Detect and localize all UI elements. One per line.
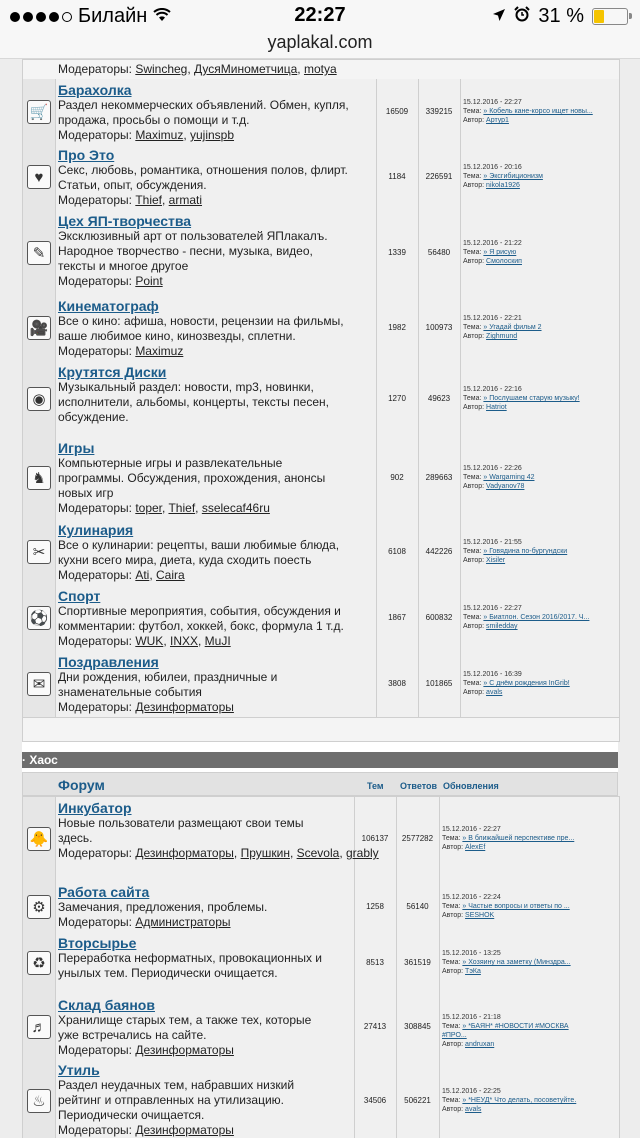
last-update xyxy=(463,239,613,266)
update-date: 15.12.2016 - 22:21 xyxy=(463,315,522,322)
forum-section-1 xyxy=(22,59,620,742)
forum-description: Раздел некоммерческих объявлений. Обмен, купля, xyxy=(58,98,349,112)
topic-link[interactable]: » Послушаем старую музыку! xyxy=(483,395,580,402)
update-topic: Тема: » В ближайшей перспективе пре... xyxy=(442,835,575,842)
forum-moderators: Модераторы: Point xyxy=(58,274,163,288)
last-update xyxy=(463,604,613,631)
last-update xyxy=(463,464,613,491)
forum-description: Музыкальный раздел: новости, mp3, новинки, xyxy=(58,380,314,394)
update-date: 15.12.2016 - 13:25 xyxy=(442,950,501,957)
love-icon: ♥ xyxy=(27,165,51,189)
posts-count: 226591 xyxy=(425,172,453,181)
forum-description: обсуждение. xyxy=(58,410,129,424)
update-author: Автор: Смолоскип xyxy=(463,258,522,265)
update-topic: Тема: » Кобель кане-корсо ищет новы... xyxy=(463,108,593,115)
moderator-link[interactable]: Swincheg xyxy=(135,62,188,76)
forum-description: Замечания, предложения, проблемы. xyxy=(58,900,268,914)
posts-count: 56140 xyxy=(406,902,429,911)
topics-count: 8513 xyxy=(366,958,384,967)
posts-count: 49623 xyxy=(427,394,451,403)
sport-icon: ⚽ xyxy=(27,606,51,630)
author-link[interactable]: smiledday xyxy=(486,623,518,630)
alarm-icon xyxy=(514,5,530,28)
forum-section-2 xyxy=(22,796,620,1138)
topics-count: 902 xyxy=(390,473,404,482)
update-author: Автор: SESHOK xyxy=(442,912,495,919)
forum-main xyxy=(56,361,329,425)
accordion-icon: ♬ xyxy=(27,1015,51,1039)
update-date: 15.12.2016 - 22:27 xyxy=(442,826,501,833)
update-topic: Тема: » *БАЯН* #НОВОСТИ #МОСКВА #ПРО... xyxy=(442,1023,569,1039)
last-update xyxy=(442,949,592,976)
forum-description: Секс, любовь, романтика, отношения полов, флирт. xyxy=(58,163,348,177)
posts-count: 442226 xyxy=(425,547,453,556)
update-date: 15.12.2016 - 21:22 xyxy=(463,240,522,247)
moderator-link[interactable]: Дезинформаторы xyxy=(135,1043,234,1057)
moderator-link[interactable]: Дезинформаторы xyxy=(135,1123,234,1137)
moderator-link[interactable]: Point xyxy=(135,274,163,288)
topic-link[interactable]: » Wargaming 42 xyxy=(483,474,535,481)
forum-row xyxy=(23,79,619,145)
update-topic: Тема: » Частые вопросы и ответы по ... xyxy=(442,903,570,910)
moderator-link[interactable]: Scevola xyxy=(296,846,340,860)
author-link[interactable]: Zighmund xyxy=(486,333,518,340)
topic-link[interactable]: » *БАЯН* #НОВОСТИ #МОСКВА #ПРО... xyxy=(442,1023,569,1039)
battery-icon xyxy=(592,8,628,25)
forum-title-link[interactable]: Цех ЯП-творчества xyxy=(58,213,192,229)
forum-row xyxy=(23,437,619,520)
update-author: Автор: avals xyxy=(463,689,503,696)
top-moderators: Модераторы: Swincheg, ДусяМинометчица, motya xyxy=(58,62,337,76)
author-link[interactable]: avals xyxy=(486,689,503,696)
posts-count: 101865 xyxy=(425,679,453,688)
posts-count: 308845 xyxy=(404,1022,431,1031)
forum-moderators: Модераторы: Администраторы xyxy=(58,915,231,929)
forum-row xyxy=(23,1059,619,1138)
col-topics: Тем xyxy=(367,781,384,791)
topic-link[interactable]: » Я рисую xyxy=(483,249,517,256)
update-author: Автор: Vadyanov78 xyxy=(463,483,525,490)
forum-description: Компьютерные игры и развлекательные xyxy=(58,456,283,470)
author-link[interactable]: Артур1 xyxy=(486,117,509,124)
col-updates: Обновления xyxy=(443,781,499,791)
forum-row xyxy=(23,519,619,586)
forum-title-link[interactable]: Поздравления xyxy=(58,654,159,670)
update-author: Автор: Hatriot xyxy=(463,404,507,411)
topics-count: 3808 xyxy=(388,679,406,688)
author-link[interactable]: andruxan xyxy=(465,1041,495,1048)
topics-count: 1982 xyxy=(388,323,406,332)
moderator-link[interactable]: grably xyxy=(346,846,379,860)
moderator-link[interactable]: ДусяМинометчица xyxy=(194,62,298,76)
last-update xyxy=(463,670,613,697)
forum-main xyxy=(56,295,344,359)
status-right xyxy=(492,5,628,28)
clock: 22:27 xyxy=(294,4,346,26)
moderator-link[interactable]: armati xyxy=(168,193,203,207)
forum-description: новых игр xyxy=(58,486,114,500)
topics-count: 1270 xyxy=(388,394,406,403)
update-date: 15.12.2016 - 22:24 xyxy=(442,894,501,901)
forum-main xyxy=(56,1059,294,1138)
location-icon xyxy=(492,5,506,28)
forum-description: знаменательные события xyxy=(58,685,202,699)
forum-main xyxy=(56,881,267,930)
forum-title-link[interactable]: Вторсырье xyxy=(58,935,137,951)
moderator-link[interactable]: Maximuz xyxy=(135,344,184,358)
update-date: 15.12.2016 - 22:25 xyxy=(442,1088,501,1095)
gift-icon: ✉ xyxy=(27,672,51,696)
forum-row xyxy=(23,361,619,438)
topic-link[interactable]: » Угадай фильм 2 xyxy=(483,324,542,331)
forum-description: продажа, просьбы о помощи и т.д. xyxy=(58,113,250,127)
author-link[interactable]: ТэКа xyxy=(465,968,481,975)
author-link[interactable]: SESHOK xyxy=(465,912,495,919)
author-link[interactable]: Hatriot xyxy=(486,404,507,411)
update-date: 15.12.2016 - 20:16 xyxy=(463,164,522,171)
cooking-icon: ✂ xyxy=(27,540,51,564)
forum-title-link[interactable]: Утиль xyxy=(58,1062,100,1078)
update-date: 15.12.2016 - 22:26 xyxy=(463,465,522,472)
author-link[interactable]: Смолоскип xyxy=(486,258,522,265)
update-author: Автор: andruxan xyxy=(442,1041,495,1048)
last-update xyxy=(442,825,592,852)
topic-link[interactable]: » Эксгибиционизм xyxy=(483,173,543,180)
forum-title-link[interactable]: Кинематограф xyxy=(58,298,159,314)
topics-count: 27413 xyxy=(363,1022,387,1031)
film-icon: 🎥 xyxy=(27,316,51,340)
topic-link[interactable]: » Кобель кане-корсо ищет новы... xyxy=(483,108,593,115)
last-update xyxy=(463,385,613,412)
posts-count: 56480 xyxy=(427,248,451,257)
forum-title-link[interactable]: Спорт xyxy=(58,588,101,604)
moderator-link[interactable]: Прушкин xyxy=(240,846,290,860)
topics-count: 6108 xyxy=(388,547,406,556)
forum-main xyxy=(56,797,379,861)
update-topic: Тема: » *НЕУД* Что делать, посоветуйте. xyxy=(442,1097,577,1104)
topics-count: 34506 xyxy=(363,1096,387,1105)
update-date: 15.12.2016 - 21:18 xyxy=(442,1014,501,1021)
posts-count: 289663 xyxy=(425,473,453,482)
update-author: Автор: Zighmund xyxy=(463,333,518,340)
posts-count: 506221 xyxy=(404,1096,431,1105)
moderator-link[interactable]: Дезинформаторы xyxy=(135,700,234,714)
forum-page xyxy=(0,59,640,1138)
update-topic: Тема: » Послушаем старую музыку! xyxy=(463,395,580,402)
games-icon: ♞ xyxy=(27,466,51,490)
update-author: Автор: AlexEf xyxy=(442,844,486,851)
forum-moderators: Модераторы: Ati, Caira xyxy=(58,568,185,582)
update-topic: Тема: » Хозяину на заметку (Минздра... xyxy=(442,959,571,966)
topics-count: 1867 xyxy=(388,613,406,622)
topics-count: 16509 xyxy=(385,107,409,116)
forum-main xyxy=(56,144,348,208)
forum-description: Периодически очищается. xyxy=(58,1108,205,1122)
topic-link[interactable]: » Говядина по-бургундски xyxy=(483,548,568,555)
author-link[interactable]: Xisiler xyxy=(486,557,506,564)
forum-row xyxy=(23,932,619,995)
last-update xyxy=(442,893,592,920)
posts-count: 339215 xyxy=(425,107,453,116)
topics-count: 106137 xyxy=(361,834,389,843)
topic-link[interactable]: » С днём рождения InGrib! xyxy=(483,680,570,687)
update-date: 15.12.2016 - 22:16 xyxy=(463,386,522,393)
right-margin xyxy=(618,59,640,1138)
topic-link[interactable]: » *НЕУД* Что делать, посоветуйте. xyxy=(462,1097,577,1104)
forum-description: Все о кулинарии: рецепты, ваши любимые блюда, xyxy=(58,538,340,552)
moderator-link[interactable]: Maximuz xyxy=(135,128,184,142)
forum-description: Статьи, опыт, обсуждения. xyxy=(58,178,207,192)
forum-description: тексты и многое другое xyxy=(58,259,189,273)
forum-moderators: Модераторы: Дезинформаторы xyxy=(58,1123,234,1137)
forum-moderators: Модераторы: Дезинформаторы xyxy=(58,1043,234,1057)
topic-link[interactable]: » Хозяину на заметку (Минздра... xyxy=(462,959,571,966)
author-link[interactable]: avals xyxy=(465,1106,482,1113)
topics-count: 1184 xyxy=(388,172,406,181)
col-posts: Ответов xyxy=(400,781,438,791)
update-date: 15.12.2016 - 22:27 xyxy=(463,99,522,106)
forum-description: программы. Обсуждения, прохождения, анонсы xyxy=(58,471,326,485)
forum-description: ваше любимое кино, кинозвезды, сплетни. xyxy=(58,329,296,343)
forum-row xyxy=(23,881,619,933)
moderator-link[interactable]: INXX xyxy=(169,634,198,648)
update-date: 15.12.2016 - 16:39 xyxy=(463,671,522,678)
moderator-link[interactable]: sselecaf46ru xyxy=(201,501,270,515)
update-topic: Тема: » Wargaming 42 xyxy=(463,474,535,481)
recycle-icon: ♻ xyxy=(27,951,51,975)
update-topic: Тема: » Говядина по-бургундски xyxy=(463,548,568,555)
moderator-link[interactable]: Thief xyxy=(135,193,162,207)
col-forum: Форум xyxy=(58,777,105,793)
chick-icon: 🐥 xyxy=(27,827,51,851)
author-link[interactable]: nikola1926 xyxy=(486,182,520,189)
update-topic: Тема: » С днём рождения InGrib! xyxy=(463,680,570,687)
trash-icon: ♨ xyxy=(27,1089,51,1113)
disc-icon: ◉ xyxy=(27,387,51,411)
forum-description: Раздел неудачных тем, набравших низкий xyxy=(58,1078,295,1092)
update-date: 15.12.2016 - 22:27 xyxy=(463,605,522,612)
last-update xyxy=(463,163,613,190)
moderator-link[interactable]: Ati xyxy=(135,568,150,582)
forum-main xyxy=(56,585,344,649)
forum-description: Дни рождения, юбилеи, праздничные и xyxy=(58,670,278,684)
battery-percent: 31 % xyxy=(538,5,584,27)
last-update xyxy=(463,314,613,341)
moderator-link[interactable]: MuJI xyxy=(204,634,231,648)
moderator-link[interactable]: Thief xyxy=(168,501,196,515)
topic-link[interactable]: » Биатлон. Сезон 2016/2017. Ч... xyxy=(483,614,590,621)
moderator-link[interactable]: toper xyxy=(135,501,163,515)
moderator-link[interactable]: motya xyxy=(303,62,337,76)
update-topic: Тема: » Эксгибиционизм xyxy=(463,173,543,180)
update-author: Автор: nikola1926 xyxy=(463,182,520,189)
moderator-link[interactable]: Caira xyxy=(156,568,185,582)
update-author: Автор: Артур1 xyxy=(463,117,509,124)
topic-link[interactable]: » В ближайшей перспективе пре... xyxy=(462,835,575,842)
topics-count: 1258 xyxy=(366,902,384,911)
last-update xyxy=(442,1013,592,1049)
moderator-link[interactable]: Дезинформаторы xyxy=(135,846,234,860)
forum-description: Спортивные мероприятия, события, обсуждения и xyxy=(58,604,341,618)
forum-description: Все о кино: афиша, новости, рецензии на фильмы, xyxy=(58,314,344,328)
forum-main xyxy=(56,210,328,289)
forum-description: кухни всего мира, диета, куда сходить поесть xyxy=(58,553,312,567)
forum-description: здесь. xyxy=(58,831,93,845)
forum-main xyxy=(56,932,322,981)
posts-count: 361519 xyxy=(404,958,431,967)
forum-main xyxy=(56,79,349,143)
forum-description: Эксклюзивный арт от пользователей ЯПлакалъ. xyxy=(58,229,328,243)
forum-moderators: Модераторы: Дезинформаторы, Прушкин, Scevola, grably xyxy=(58,846,379,860)
update-author: Автор: ТэКа xyxy=(442,968,481,975)
forum-row xyxy=(23,994,619,1060)
forum-title-link[interactable]: Барахолка xyxy=(58,82,132,98)
forum-main xyxy=(56,651,277,715)
forum-description: уже встречались на сайте. xyxy=(58,1028,207,1042)
robot-icon: ⚙ xyxy=(27,895,51,919)
moderator-link[interactable]: yujinspb xyxy=(190,128,235,142)
author-link[interactable]: AlexEf xyxy=(465,844,486,851)
posts-count: 600832 xyxy=(425,613,453,622)
posts-count: 100973 xyxy=(425,323,453,332)
update-date: 15.12.2016 - 21:55 xyxy=(463,539,522,546)
forum-title-link[interactable]: Игры xyxy=(58,440,95,456)
table-header xyxy=(22,772,618,796)
forum-title-link[interactable]: Про Это xyxy=(58,147,115,163)
forum-title-link[interactable]: Работа сайта xyxy=(58,884,150,900)
forum-description: унылых тем. Периодически очищается. xyxy=(58,966,278,980)
status-bar xyxy=(0,0,640,32)
forum-description: Новые пользователи размещают свои темы xyxy=(58,816,304,830)
forum-title-link[interactable]: Кулинария xyxy=(58,522,134,538)
topics-count: 1339 xyxy=(388,248,406,257)
forum-description: комментарии: футбол, хоккей, бокс, формула 1 т.д. xyxy=(58,619,344,633)
forum-row xyxy=(23,651,619,718)
art-icon: ✎ xyxy=(27,241,51,265)
forum-moderators: Модераторы: Maximuz xyxy=(58,344,184,358)
forum-moderators: Модераторы: Thief, armati xyxy=(58,193,203,207)
carrier-name: Билайн xyxy=(78,5,148,27)
forum-moderators: Модераторы: toper, Thief, sselecaf46ru xyxy=(58,501,270,515)
forum-row xyxy=(23,144,619,211)
cart-icon: 🛒 xyxy=(27,100,51,124)
forum-row xyxy=(23,210,619,296)
forum-title-link[interactable]: Инкубатор xyxy=(58,800,132,816)
forum-moderators: Модераторы: WUK, INXX, MuJI xyxy=(58,634,231,648)
posts-count: 2577282 xyxy=(401,834,434,843)
forum-main xyxy=(56,519,339,583)
forum-description: рейтинг и отправленных на утилизацию. xyxy=(58,1093,284,1107)
topic-link[interactable]: » Частые вопросы и ответы по ... xyxy=(462,903,570,910)
forum-row xyxy=(23,585,619,652)
section-header-haos: · Хаос xyxy=(22,752,618,768)
forum-moderators: Модераторы: Дезинформаторы xyxy=(58,700,234,714)
forum-main xyxy=(56,994,311,1058)
forum-title-link[interactable]: Крутятся Диски xyxy=(58,364,167,380)
moderator-link[interactable]: Администраторы xyxy=(135,915,231,929)
left-margin xyxy=(0,59,22,1138)
moderator-link[interactable]: WUK xyxy=(135,634,164,648)
update-author: Автор: Xisiler xyxy=(463,557,506,564)
url-bar[interactable]: yaplakal.com xyxy=(0,32,640,59)
update-author: Автор: smiledday xyxy=(463,623,518,630)
forum-main xyxy=(56,437,325,516)
forum-description: Хранилище старых тем, а также тех, которые xyxy=(58,1013,312,1027)
forum-description: Народное творчество - песни, музыка, видео, xyxy=(58,244,313,258)
forum-description: Переработка неформатных, провокационных и xyxy=(58,951,323,965)
update-topic: Тема: » Угадай фильм 2 xyxy=(463,324,542,331)
forum-row xyxy=(23,295,619,362)
last-update xyxy=(463,98,613,125)
update-topic: Тема: » Я рисую xyxy=(463,249,517,256)
author-link[interactable]: Vadyanov78 xyxy=(486,483,525,490)
forum-row xyxy=(23,797,619,882)
last-update xyxy=(442,1087,592,1114)
forum-moderators: Модераторы: Maximuz, yujinspb xyxy=(58,128,235,142)
forum-description: исполнители, альбомы, концерты, тексты песен, xyxy=(58,395,329,409)
last-update xyxy=(463,538,613,565)
update-topic: Тема: » Биатлон. Сезон 2016/2017. Ч... xyxy=(463,614,590,621)
update-author: Автор: avals xyxy=(442,1106,482,1113)
forum-title-link[interactable]: Склад баянов xyxy=(58,997,155,1013)
